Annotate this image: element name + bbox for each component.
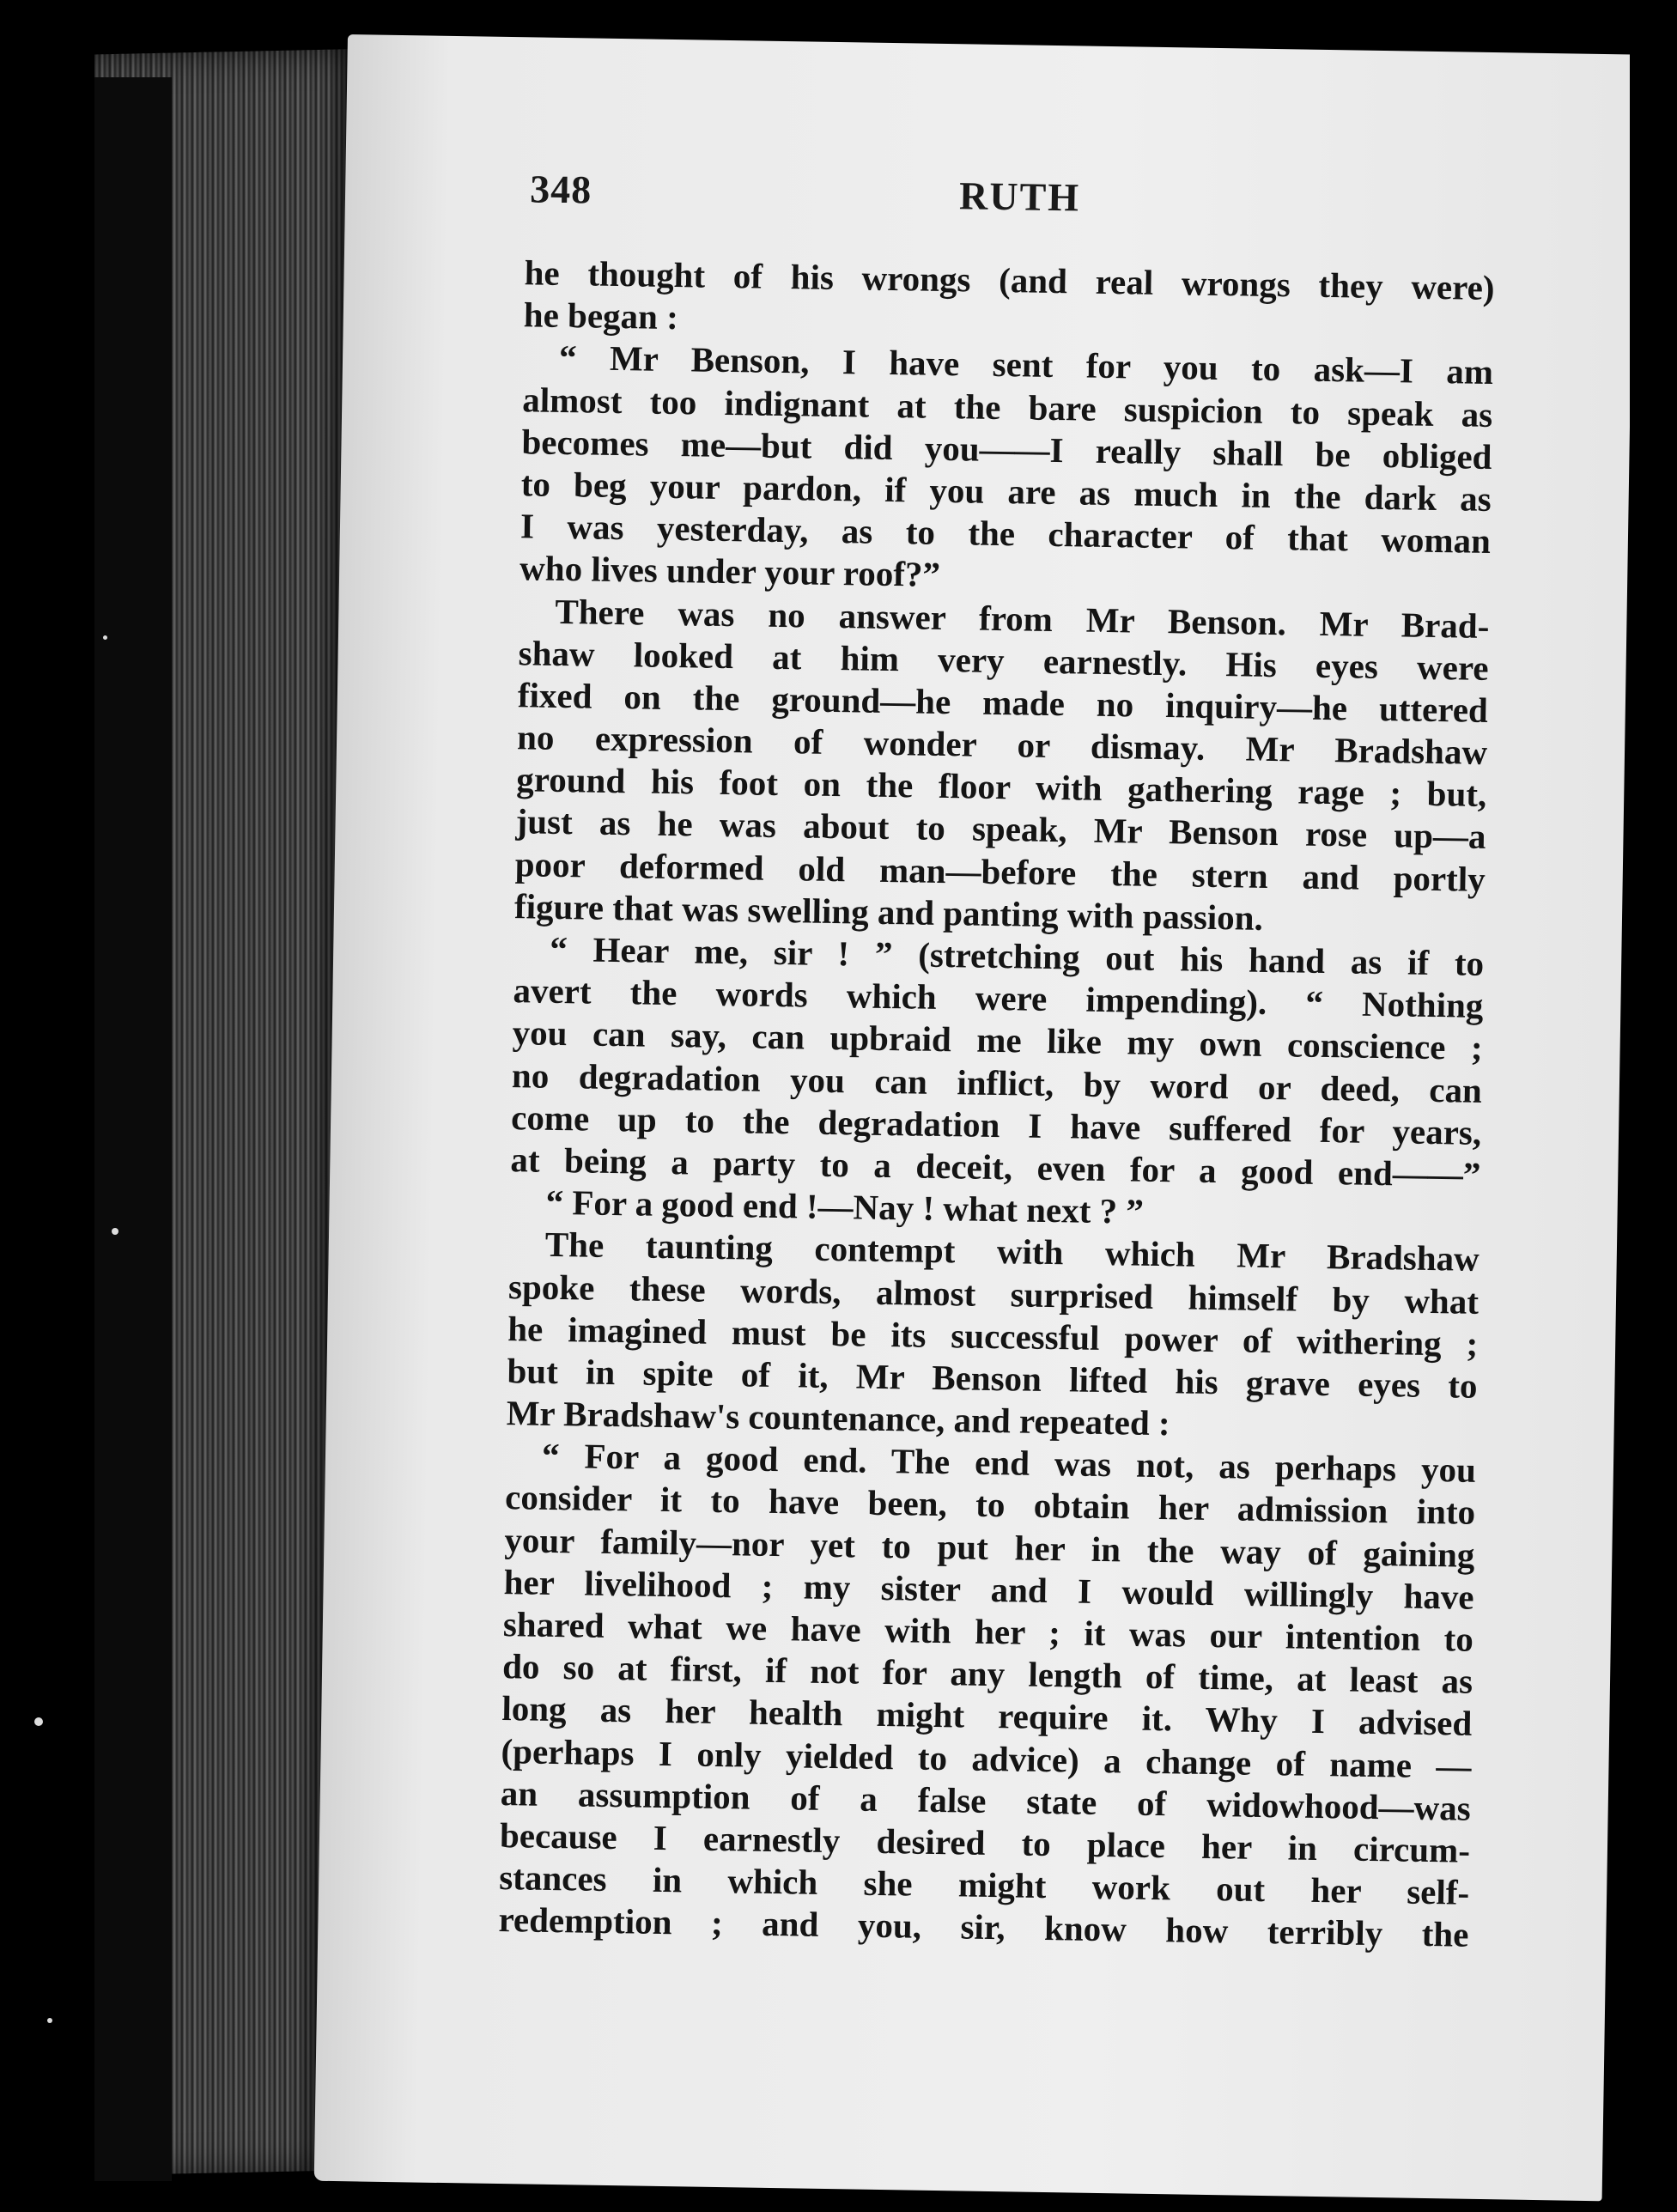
text-line: shaw looked at him very earnestly. His eyes were: [518, 632, 1489, 688]
text-line: The taunting contempt with which Mr Bradshaw: [544, 1224, 1480, 1279]
text-line: just as he was about to speak, Mr Benson rose up—a: [515, 801, 1486, 857]
text-line: redemption ; and you, sir, know how terribly the: [498, 1899, 1469, 1955]
text-line: at being a party to a deceit, even for a good end——”: [510, 1139, 1481, 1194]
text-line: no degradation you can inflict, by word or deed, can: [511, 1054, 1483, 1110]
text-line: poor deformed old man—before the stern and portly: [514, 843, 1486, 899]
text-line: shared what we have with her ; it was our intention to: [502, 1604, 1474, 1659]
text-line: There was no answer from Mr Benson. Mr Brad-: [555, 591, 1490, 646]
text-line: stances in which she might work out her self-: [498, 1857, 1470, 1912]
text-line: your family—nor yet to put her in the way of gaining: [504, 1519, 1475, 1575]
text-line: do so at first, if not for any length of time, at least as: [501, 1646, 1473, 1701]
text-line: come up to the degradation I have suffered for years,: [510, 1097, 1482, 1152]
text-line: becomes me—but did you——I really shall be obliged: [521, 421, 1492, 477]
text-line: no expression of wonder or dismay. Mr Bradshaw: [516, 717, 1488, 773]
body-text: [498, 252, 1495, 1956]
running-head: [530, 166, 1484, 240]
scan-margin-right: [1630, 0, 1677, 2212]
text-line: figure that was swelling and panting with passion.: [513, 885, 1264, 938]
text-line: avert the words which were impending). “ Nothing: [513, 970, 1484, 1026]
text-line: “ For a good end. The end was not, as perhaps you: [541, 1436, 1477, 1491]
running-title: RUTH: [958, 173, 1081, 220]
text-line: to beg your pardon, if you are as much in the dark as: [520, 464, 1492, 519]
text-line: spoke these words, almost surprised himself by what: [507, 1266, 1480, 1322]
text-line: he imagined must be its successful power of withering ;: [507, 1308, 1479, 1364]
text-line: (perhaps I only yielded to advice) a change of name —: [501, 1730, 1472, 1786]
text-line: “ For a good end !—Nay ! what next ? ”: [545, 1182, 1145, 1231]
text-line: her livelihood ; my sister and I would willingly have: [503, 1561, 1474, 1617]
text-line: “ Mr Benson, I have sent for you to ask—I am: [558, 337, 1494, 392]
text-line: fixed on the ground—he made no inquiry—he uttered: [517, 675, 1489, 730]
text-line: I was yesterday, as to the character of that woman: [520, 506, 1492, 562]
printed-page: [314, 34, 1636, 2201]
text-line: almost too indignant at the bare suspicion to speak as: [521, 379, 1493, 434]
text-line: because I earnestly desired to place her in circum-: [499, 1814, 1471, 1870]
text-line: he thought of his wrongs (and real wrongs they were): [524, 252, 1495, 308]
text-line: who lives under your roof?”: [519, 548, 941, 595]
text-line: Mr Bradshaw's countenance, and repeated :: [506, 1393, 1171, 1443]
page-number: 348: [529, 167, 592, 212]
text-line: you can say, can upbraid me like my own conscience ;: [512, 1012, 1483, 1068]
text-line: consider it to have been, to obtain her admission into: [504, 1477, 1476, 1533]
text-line: long as her health might require it. Why I advised: [501, 1688, 1473, 1744]
text-line: he began :: [523, 295, 679, 337]
book-spine: [94, 77, 172, 2181]
text-line: ground his foot on the floor with gathering rage ; but,: [516, 759, 1487, 815]
text-line: an assumption of a false state of widowhood—was: [500, 1772, 1472, 1828]
text-line: “ Hear me, sir ! ” (stretching out his hand as if to: [549, 928, 1485, 983]
text-line: but in spite of it, Mr Benson lifted his grave eyes to: [507, 1350, 1478, 1406]
